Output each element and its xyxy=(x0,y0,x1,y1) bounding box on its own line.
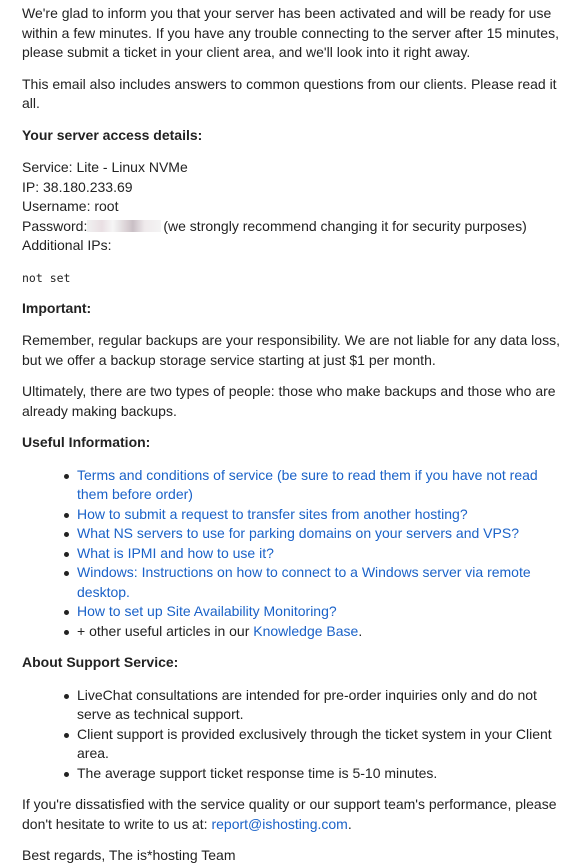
username-line: Username: root xyxy=(22,198,119,214)
report-email-link[interactable]: report@ishosting.com xyxy=(211,815,348,832)
list-item: Client support is provided exclusively through the ticket system in your Client area. xyxy=(77,725,569,764)
kb-prefix: + other useful articles in our xyxy=(77,622,254,639)
list-item xyxy=(77,602,569,622)
access-heading: Your server access details: xyxy=(22,126,203,143)
useful-links-list xyxy=(22,466,569,642)
password-label: Password: xyxy=(22,217,88,234)
important-heading: Important: xyxy=(22,299,92,316)
knowledge-base-link[interactable]: Knowledge Base xyxy=(253,622,359,639)
support-heading: About Support Service: xyxy=(22,654,179,670)
signoff: Best regards, The is*hosting Team xyxy=(22,847,236,863)
password-line xyxy=(22,217,569,237)
faq-note-paragraph: This email also includes answers to common questions from our clients. Please read it all. xyxy=(22,75,557,111)
closing-suffix: . xyxy=(347,815,352,832)
access-details xyxy=(22,158,569,256)
list-item: The average support ticket response time is 5-10 minutes. xyxy=(77,764,569,784)
list-item xyxy=(77,544,569,564)
closing-paragraph xyxy=(22,795,569,834)
windows-rdp-link[interactable]: Windows: Instructions on how to connect to a Windows server via remote desktop. xyxy=(77,564,531,600)
list-item xyxy=(77,563,569,602)
ns-servers-link[interactable]: What NS servers to use for parking domains on your servers and VPS? xyxy=(77,525,519,541)
ipmi-link[interactable]: What is IPMI and how to use it? xyxy=(77,544,274,561)
list-item xyxy=(77,505,569,525)
ip-line: IP: 38.180.233.69 xyxy=(22,178,133,195)
useful-heading: Useful Information: xyxy=(22,434,151,450)
intro-paragraph: We're glad to inform you that your server has been activated and will be ready for use within a few minutes. If you have any trouble connecting to the server after 15 minutes, please submit a ticket in your client area, and we'll look into it right away. xyxy=(22,5,559,60)
list-item xyxy=(77,622,569,642)
password-redacted xyxy=(87,220,161,232)
transfer-sites-link[interactable]: How to submit a request to transfer sites from another hosting? xyxy=(77,505,468,522)
monitoring-link[interactable]: How to set up Site Availability Monitoring? xyxy=(77,603,337,619)
list-item: LiveChat consultations are intended for pre-order inquiries only and do not serve as technical support. xyxy=(77,686,569,725)
password-note: (we strongly recommend changing it for security purposes) xyxy=(163,217,527,234)
terms-link[interactable]: Terms and conditions of service (be sure to read them if you have not read them before order) xyxy=(77,466,538,502)
service-line: Service: Lite - Linux NVMe xyxy=(22,159,188,175)
closing-text: If you're dissatisfied with the service quality or our support team's performance, please don't hesitate to write to us at: xyxy=(22,796,557,832)
support-list xyxy=(22,686,569,784)
backup-people-paragraph: Ultimately, there are two types of people: those who make backups and those who are already making backups. xyxy=(22,383,556,419)
list-item xyxy=(77,466,569,505)
additional-ips-line: Additional IPs: xyxy=(22,237,112,253)
additional-ips-value: not set xyxy=(22,270,71,285)
backup-paragraph: Remember, regular backups are your responsibility. We are not liable for any data loss, but we offer a backup storage service starting at just $1 per month. xyxy=(22,332,560,368)
kb-suffix: . xyxy=(358,622,363,639)
list-item xyxy=(77,524,569,544)
